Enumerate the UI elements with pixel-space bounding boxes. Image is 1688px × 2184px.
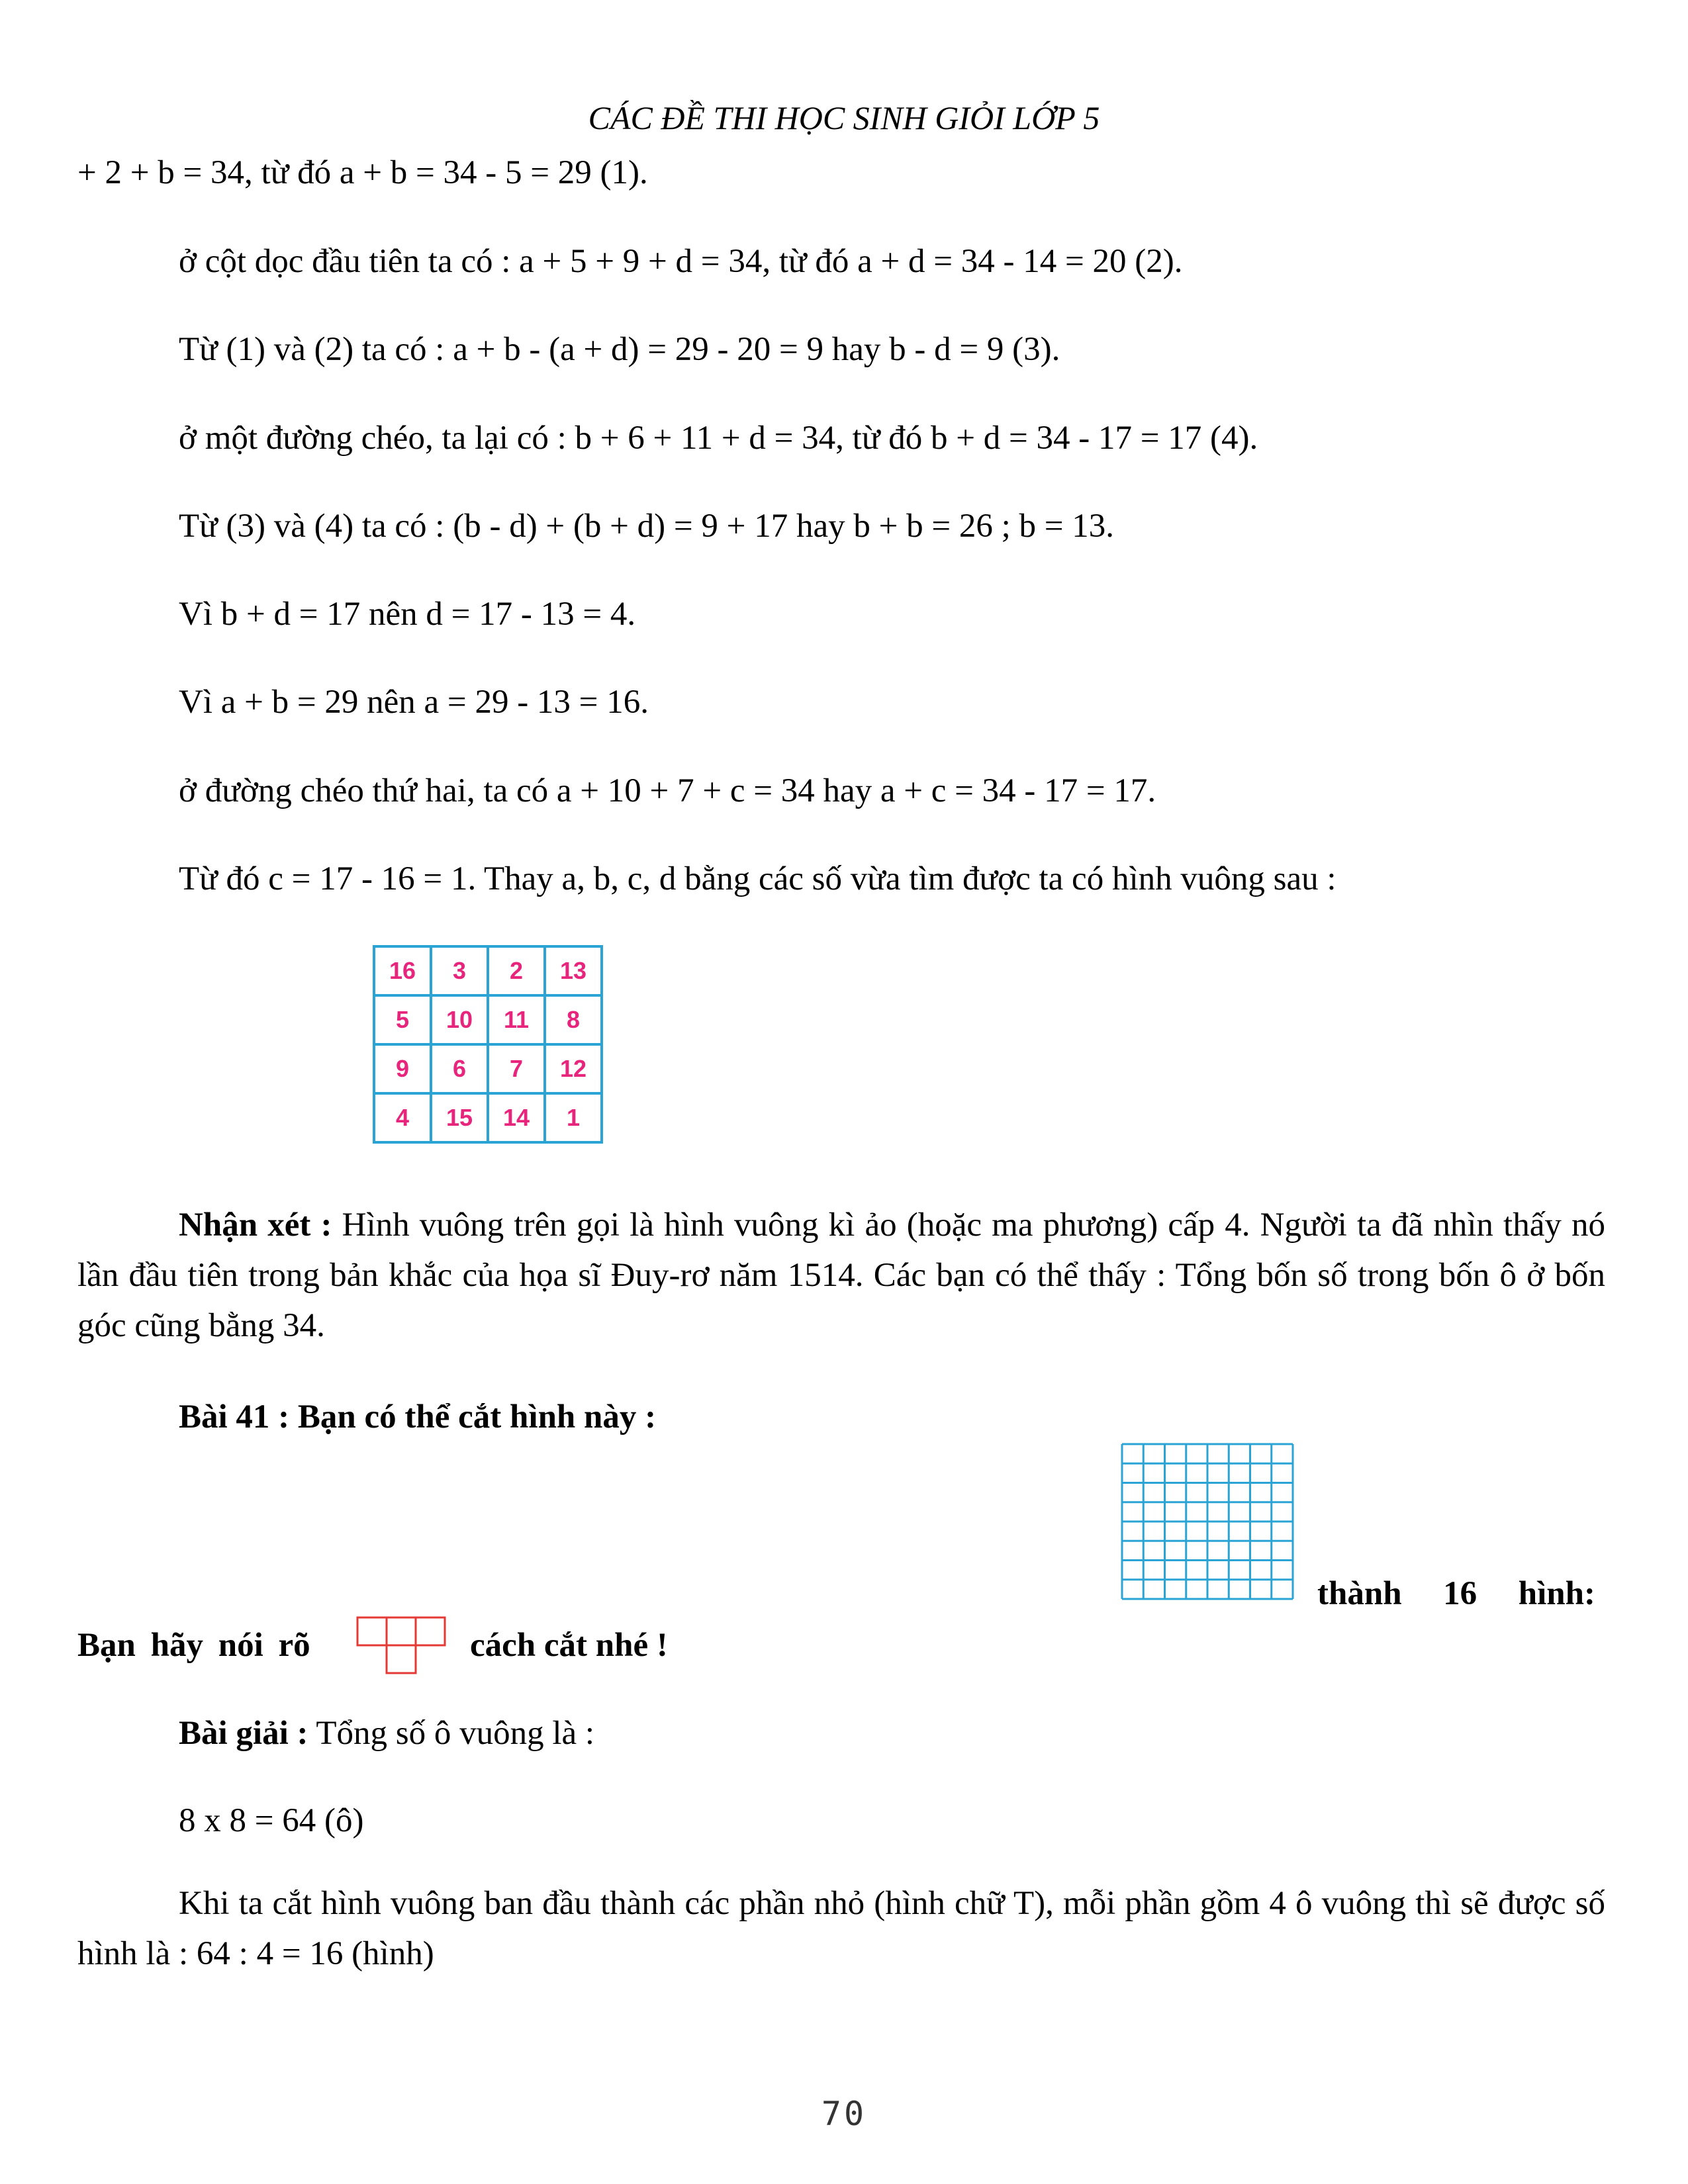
magic-square-row	[374, 1044, 602, 1093]
grid-8x8-figure	[1121, 1443, 1294, 1600]
magic-cell: 2	[488, 946, 545, 995]
text-line-2: ở cột dọc đầu tiên ta có : a + 5 + 9 + d = 34, từ đó a + d = 34 - 14 = 20 (2).	[179, 243, 1183, 280]
magic-cell: 3	[431, 946, 488, 995]
text-line-9: Từ đó c = 17 - 16 = 1. Thay a, b, c, d bằng các số vừa tìm được ta có hình vuông sau :	[179, 860, 1336, 897]
problem-ask-text: Bạn hãy nói rõ	[77, 1627, 310, 1664]
magic-cell: 10	[431, 995, 488, 1044]
text-line-5: Từ (3) và (4) ta có : (b - d) + (b + d) = 9 + 17 hay b + b = 26 ; b = 13.	[179, 508, 1115, 545]
page-header: CÁC ĐỀ THI HỌC SINH GIỎI LỚP 5	[588, 99, 1100, 136]
page-number: 70	[821, 2095, 867, 2133]
magic-cell: 12	[545, 1044, 602, 1093]
magic-cell: 14	[488, 1093, 545, 1142]
magic-cell: 1	[545, 1093, 602, 1142]
magic-cell: 4	[374, 1093, 431, 1142]
magic-cell: 13	[545, 946, 602, 995]
text-line-6: Vì b + d = 17 nên d = 17 - 13 = 4.	[179, 596, 636, 633]
magic-cell: 16	[374, 946, 431, 995]
solution-label: Bài giải :	[179, 1715, 308, 1752]
magic-cell: 6	[431, 1044, 488, 1093]
text-line-7: Vì a + b = 29 nên a = 29 - 13 = 16.	[179, 684, 649, 721]
magic-cell: 11	[488, 995, 545, 1044]
solution-conclusion: Khi ta cắt hình vuông ban đầu thành các phần nhỏ (hình chữ T), mỗi phần gồm 4 ô vuông thì sẽ được số hình là : 64 : 4 = 16 (hình)	[77, 1885, 1605, 1972]
remark-paragraph	[77, 1200, 1605, 1351]
solution-line	[179, 1713, 594, 1754]
magic-cell: 8	[545, 995, 602, 1044]
t-shape-icon	[356, 1616, 446, 1676]
magic-square-row	[374, 946, 602, 995]
remark-text: Hình vuông trên gọi là hình vuông kì ảo (hoặc ma phương) cấp 4. Người ta đã nhìn thấy nó lần đầu tiên trong bản khắc của họa sĩ Đuy-rơ năm 1514. Các bạn có thể thấy : Tổng bốn số trong bốn ô ở bốn góc cũng bằng 34.	[77, 1206, 1605, 1344]
text-line-1: + 2 + b = 34, từ đó a + b = 34 - 5 = 29 (1).	[77, 154, 648, 191]
magic-square	[373, 945, 603, 1144]
magic-cell: 9	[374, 1044, 431, 1093]
text-line-3: Từ (1) và (2) ta có : a + b - (a + d) = 29 - 20 = 9 hay b - d = 9 (3).	[179, 331, 1060, 368]
problem-into-text: thành 16 hình:	[1317, 1575, 1595, 1612]
magic-cell: 5	[374, 995, 431, 1044]
problem-ask-end: cách cắt nhé !	[470, 1627, 668, 1664]
solution-text: Tổng số ô vuông là :	[308, 1715, 595, 1752]
magic-cell: 7	[488, 1044, 545, 1093]
solution-calc: 8 x 8 = 64 (ô)	[179, 1802, 364, 1839]
magic-square-row	[374, 1093, 602, 1142]
magic-cell: 15	[431, 1093, 488, 1142]
text-line-4: ở một đường chéo, ta lại có : b + 6 + 11 + d = 34, từ đó b + d = 34 - 17 = 17 (4).	[179, 420, 1258, 457]
magic-square-row	[374, 995, 602, 1044]
problem-title: Bài 41 : Bạn có thể cắt hình này :	[179, 1398, 657, 1435]
remark-label: Nhận xét :	[179, 1206, 332, 1244]
text-line-8: ở đường chéo thứ hai, ta có a + 10 + 7 + c = 34 hay a + c = 34 - 17 = 17.	[179, 772, 1156, 809]
